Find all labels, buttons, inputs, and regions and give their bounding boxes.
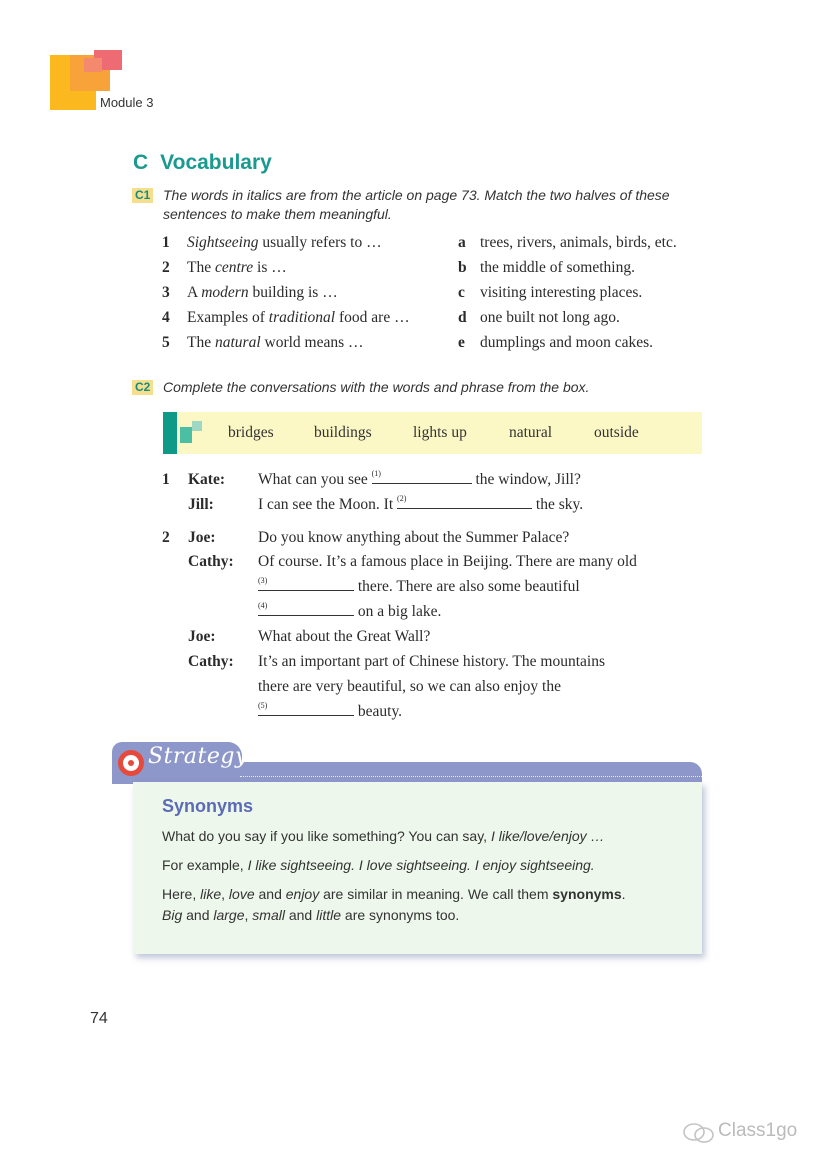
- row-right-half: dumplings and moon cakes.: [480, 334, 654, 351]
- row-number: 1: [162, 234, 170, 251]
- dialogue-text: beauty.: [357, 703, 403, 720]
- row-letter: e: [458, 334, 465, 351]
- speaker-name: Jill:: [188, 496, 214, 513]
- strategy-divider: [240, 776, 702, 777]
- strategy-banner: Strategy: [148, 744, 248, 769]
- strategy-line: [162, 855, 595, 875]
- matching-row: [162, 334, 722, 356]
- strategy-text: Here,: [162, 886, 201, 902]
- c1-tag: C1: [132, 188, 153, 203]
- watermark-text: Class1go: [718, 1120, 798, 1141]
- dialogue-line: [258, 701, 402, 723]
- matching-row: [162, 309, 722, 331]
- strategy-text: What do you say if you like something? You can say,: [162, 828, 491, 844]
- left-text: world means …: [260, 334, 364, 351]
- row-number: 2: [162, 259, 170, 276]
- section-title: [133, 151, 272, 175]
- conversation-number: 1: [162, 471, 170, 488]
- dialogue-line: It’s an important part of Chinese history. The mountains: [258, 653, 605, 670]
- dialogue-line: [258, 469, 581, 491]
- strategy-italic: large: [213, 907, 245, 923]
- strategy-line: [162, 905, 459, 925]
- row-number: 4: [162, 309, 170, 326]
- strategy-italic: I like sightseeing. I love sightseeing. I enjoy sightseeing.: [247, 857, 595, 873]
- box-word: natural: [509, 424, 553, 441]
- logo-block-coral: [84, 58, 102, 72]
- page-number: 74: [90, 1010, 108, 1027]
- left-text: food are …: [335, 309, 410, 326]
- module-label: Module 3: [100, 95, 154, 110]
- row-right-half: the middle of something.: [480, 259, 635, 276]
- synonyms-title: Synonyms: [162, 796, 254, 816]
- blank-2[interactable]: [397, 494, 532, 509]
- c1-instruction-line2: sentences to make them meaningful.: [163, 206, 392, 222]
- dialogue-line: Do you know anything about the Summer Palace?: [258, 529, 570, 546]
- row-left-half: [187, 234, 382, 252]
- strategy-italic: I like/love/enjoy …: [490, 828, 605, 844]
- blank-number: (4): [258, 601, 268, 610]
- row-letter: b: [458, 259, 467, 276]
- strategy-text: are similar in meaning. We call them: [319, 886, 553, 902]
- c1-instruction-line1: The words in italics are from the article on page 73. Match the two halves of these: [163, 187, 670, 203]
- row-left-half: [187, 309, 410, 327]
- row-letter: d: [458, 309, 467, 326]
- word-box-marker: [163, 412, 177, 454]
- target-icon-center: [128, 760, 134, 766]
- dialogue-line: What about the Great Wall?: [258, 628, 431, 645]
- italic-word: centre: [214, 259, 254, 276]
- wechat-icon: [682, 1122, 716, 1144]
- strategy-bold: synonyms: [552, 886, 622, 902]
- box-word: outside: [594, 424, 639, 441]
- box-word: bridges: [228, 424, 274, 441]
- row-letter: a: [458, 234, 466, 251]
- speaker-name: Kate:: [188, 471, 226, 488]
- section-letter: C: [133, 151, 149, 174]
- dialogue-text: the sky.: [535, 496, 584, 513]
- left-text: The: [187, 334, 215, 351]
- matching-row: [162, 284, 722, 306]
- left-text: usually refers to …: [258, 234, 382, 251]
- left-text: The: [187, 259, 215, 276]
- strategy-italic: love: [228, 886, 255, 902]
- blank-number: (3): [258, 576, 268, 585]
- blank-number: (5): [258, 701, 268, 710]
- c2-tag: C2: [132, 380, 153, 395]
- strategy-text: .: [621, 886, 626, 902]
- dialogue-text: there. There are also some beautiful: [357, 578, 580, 595]
- matching-row: [162, 234, 722, 256]
- dialogue-line: [258, 576, 580, 598]
- strategy-line: [162, 884, 626, 904]
- row-right-half: trees, rivers, animals, birds, etc.: [480, 234, 677, 251]
- strategy-italic: like: [200, 886, 222, 902]
- dialogue-text: the window, Jill?: [475, 471, 581, 488]
- c2-instruction: Complete the conversations with the words and phrase from the box.: [163, 379, 590, 395]
- blank-number: (1): [371, 469, 381, 478]
- left-text: Examples of: [187, 309, 269, 326]
- matching-row: [162, 259, 722, 281]
- word-box-marker: [192, 421, 202, 431]
- strategy-italic: small: [252, 907, 285, 923]
- row-letter: c: [458, 284, 465, 301]
- dialogue-line: [258, 494, 583, 516]
- box-word: lights up: [413, 424, 467, 441]
- italic-word: modern: [201, 284, 249, 301]
- blank-5[interactable]: [258, 701, 354, 716]
- word-box-marker: [180, 427, 192, 443]
- speaker-name: Joe:: [188, 529, 216, 546]
- strategy-text: ,: [244, 907, 253, 923]
- dialogue-line: Of course. It’s a famous place in Beijing. There are many old: [258, 553, 637, 570]
- row-left-half: [187, 284, 338, 302]
- left-text: is …: [253, 259, 287, 276]
- conversation-number: 2: [162, 529, 170, 546]
- strategy-text: and: [182, 907, 214, 923]
- left-text: building is …: [248, 284, 338, 301]
- italic-word: natural: [214, 334, 261, 351]
- row-left-half: [187, 259, 287, 277]
- strategy-text: ,: [221, 886, 229, 902]
- speaker-name: Cathy:: [188, 653, 234, 670]
- italic-word: Sightseeing: [187, 234, 259, 251]
- row-right-half: visiting interesting places.: [480, 284, 643, 301]
- strategy-text: For example,: [162, 857, 248, 873]
- dialogue-text: I can see the Moon. It: [258, 496, 394, 513]
- row-number: 3: [162, 284, 170, 301]
- box-word: buildings: [314, 424, 372, 441]
- strategy-line: [162, 826, 605, 846]
- strategy-italic: enjoy: [285, 886, 320, 902]
- strategy-italic: Big: [162, 907, 183, 923]
- dialogue-text: on a big lake.: [357, 603, 442, 620]
- row-left-half: [187, 334, 364, 352]
- blank-3[interactable]: [258, 576, 354, 591]
- dialogue-line: there are very beautiful, so we can also enjoy the: [258, 678, 561, 695]
- strategy-italic: little: [316, 907, 342, 923]
- blank-1[interactable]: [372, 469, 472, 484]
- strategy-text: and: [254, 886, 286, 902]
- row-right-half: one built not long ago.: [480, 309, 620, 326]
- dialogue-text: What can you see: [258, 471, 368, 488]
- blank-number: (2): [397, 494, 407, 503]
- strategy-text: are synonyms too.: [341, 907, 460, 923]
- speaker-name: Cathy:: [188, 553, 234, 570]
- speaker-name: Joe:: [188, 628, 216, 645]
- dialogue-line: [258, 601, 441, 623]
- strategy-text: and: [284, 907, 317, 923]
- section-name: Vocabulary: [160, 151, 272, 174]
- left-text: A: [187, 284, 202, 301]
- blank-4[interactable]: [258, 601, 354, 616]
- italic-word: traditional: [268, 309, 336, 326]
- row-number: 5: [162, 334, 170, 351]
